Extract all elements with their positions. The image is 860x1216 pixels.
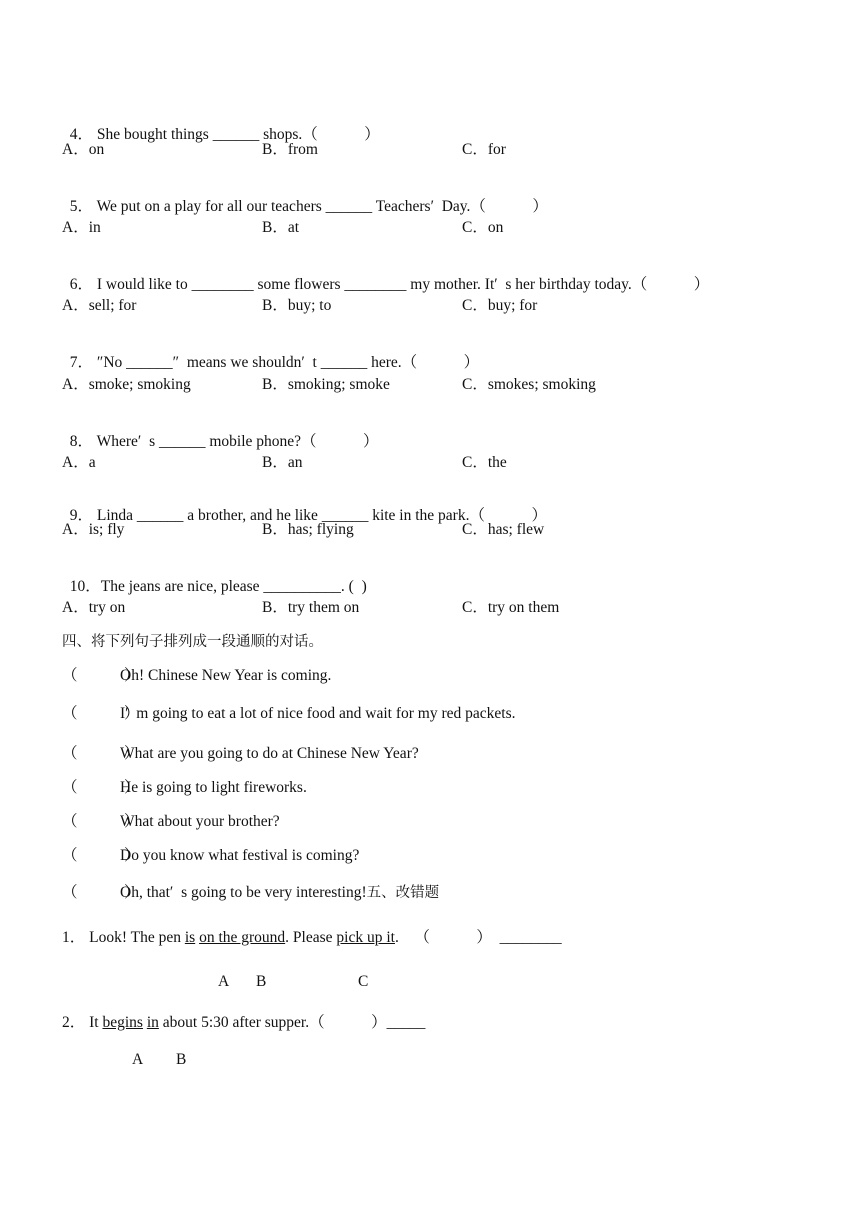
- answer-parenthesis[interactable]: （ ）: [62, 667, 140, 684]
- option-a: A．smoke; smoking: [62, 376, 191, 393]
- question-number: 10．: [69, 578, 101, 595]
- option-b: B．from: [262, 141, 318, 158]
- dialogue-line: [62, 666, 331, 686]
- option-a: A．a: [62, 454, 96, 471]
- option-b: B．at: [262, 219, 300, 236]
- option-c: C．the: [462, 454, 507, 471]
- question-text: She bought things ______ shops.（ ）: [96, 126, 380, 143]
- dialogue-line: [62, 704, 516, 724]
- option-b: B．buy; to: [262, 297, 332, 314]
- dialogue-text: What about your brother?: [120, 813, 280, 830]
- label-a: A: [132, 1051, 144, 1068]
- answer-parenthesis[interactable]: （ ）: [414, 929, 492, 946]
- section-5-title: 五、改错题: [366, 885, 440, 901]
- label-c: C: [358, 973, 369, 990]
- question-text: .: [394, 929, 399, 946]
- label-a: A: [218, 973, 230, 990]
- underlined-part-a: is: [184, 929, 196, 946]
- question-number: 6．: [69, 276, 94, 293]
- question-number: 1．: [62, 929, 86, 946]
- question-text: ″No ______″ means we shouldn′ t ______ here.（ ）: [96, 354, 480, 371]
- question-5: [62, 177, 548, 217]
- option-b: B．has; flying: [262, 521, 354, 538]
- question-text: It: [89, 1014, 103, 1031]
- question-number: 8．: [69, 433, 94, 450]
- question-text: . Please: [285, 929, 337, 946]
- correction-blank[interactable]: ________: [499, 929, 562, 946]
- question-text: I would like to ________ some flowers ________ my mother. It′ s her birthday today.（ ）: [96, 276, 710, 293]
- dialogue-text: What are you going to do at Chinese New Year?: [120, 745, 419, 762]
- underlined-part-a: begins: [102, 1014, 143, 1031]
- answer-parenthesis[interactable]: （ ）: [309, 1014, 387, 1031]
- correction-question-2: [62, 1013, 425, 1033]
- dialogue-line: [62, 778, 307, 798]
- option-a: A．try on: [62, 599, 126, 616]
- option-c: C．on: [462, 219, 504, 236]
- answer-parenthesis[interactable]: （ ）: [62, 705, 140, 722]
- underlined-part-b: in: [146, 1014, 159, 1031]
- answer-parenthesis[interactable]: （ ）: [62, 779, 140, 796]
- answer-parenthesis[interactable]: （ ）: [62, 813, 140, 830]
- option-b: B．an: [262, 454, 303, 471]
- question-8: [62, 412, 379, 452]
- option-c: C．for: [462, 141, 506, 158]
- option-b: B．smoking; smoke: [262, 376, 390, 393]
- dialogue-line: [62, 812, 280, 832]
- label-b: B: [176, 1051, 187, 1068]
- answer-parenthesis[interactable]: （ ）: [62, 884, 140, 901]
- question-number: 7．: [69, 354, 94, 371]
- underlined-part-b: on the ground: [199, 929, 286, 946]
- question-4: [62, 105, 380, 145]
- option-a: A．sell; for: [62, 297, 137, 314]
- dialogue-text: I′ m going to eat a lot of nice food and wait for my red packets.: [120, 705, 516, 722]
- question-text: Look! The pen: [89, 929, 185, 946]
- option-a: A．is; fly: [62, 521, 125, 538]
- dialogue-text: He is going to light fireworks.: [120, 779, 307, 796]
- question-text: We put on a play for all our teachers ______ Teachers′ Day.（ ）: [96, 198, 548, 215]
- answer-parenthesis[interactable]: （ ）: [62, 745, 140, 762]
- correction-question-1: [62, 928, 562, 948]
- dialogue-text: Oh! Chinese New Year is coming.: [120, 667, 332, 684]
- dialogue-text: Do you know what festival is coming?: [120, 847, 360, 864]
- question-10: [62, 557, 367, 597]
- section-4-title: 四、将下列句子排列成一段通顺的对话。: [62, 634, 323, 650]
- question-text: The jeans are nice, please __________. ( ): [100, 578, 367, 595]
- question-6: [62, 255, 709, 295]
- option-c: C．smokes; smoking: [462, 376, 596, 393]
- question-number: 5．: [69, 198, 94, 215]
- question-number: 9．: [69, 507, 94, 524]
- question-number: 2．: [62, 1014, 86, 1031]
- dialogue-text: Oh, that′ s going to be very interesting!: [120, 884, 367, 901]
- option-c: C．try on them: [462, 599, 560, 616]
- option-b: B．try them on: [262, 599, 360, 616]
- option-c: C．has; flew: [462, 521, 545, 538]
- option-a: A．in: [62, 219, 101, 236]
- option-a: A．on: [62, 141, 105, 158]
- dialogue-line: [62, 883, 439, 903]
- question-text: about 5:30 after supper.: [158, 1014, 310, 1031]
- answer-parenthesis[interactable]: （ ）: [62, 847, 140, 864]
- dialogue-line: [62, 846, 359, 866]
- correction-blank[interactable]: _____: [386, 1014, 426, 1031]
- question-text: Linda ______ a brother, and he like ______ kite in the park.（ ）: [96, 507, 547, 524]
- underlined-part-c: pick up it: [336, 929, 395, 946]
- question-text: Where′ s ______ mobile phone?（ ）: [96, 433, 379, 450]
- question-number: 4．: [69, 126, 94, 143]
- label-b: B: [256, 973, 267, 990]
- option-c: C．buy; for: [462, 297, 538, 314]
- question-7: [62, 333, 479, 373]
- dialogue-line: [62, 744, 419, 764]
